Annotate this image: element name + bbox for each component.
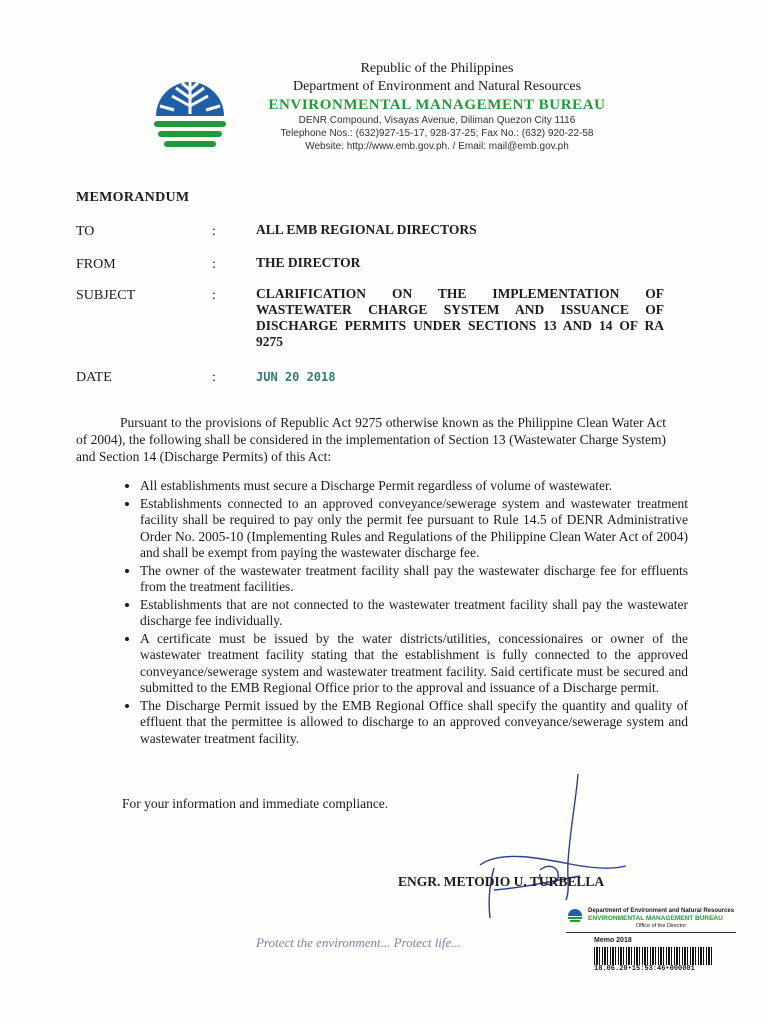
emb-logo [138,66,242,156]
barcode-text: 18.06.20•15:53:46•000001 [594,965,695,973]
stamp-logo-icon [566,908,584,924]
barcode [594,947,714,965]
receiving-stamp [566,908,736,973]
to-colon: : [212,224,216,239]
letterhead-phones: Telephone Nos.: (632)927-15-17, 928-37-25; Fax No.: (632) 920-22-58 [280,128,594,139]
list-item: • Establishments connected to an approved conveyance/sewerage system and wastewater treatment facility shall be required to pay only the permit fee pursuant to Rule 14.5 of DENR Administrative Order No. 2005-10 (Implementing Rules and Regulations of the Philippine Clean Water Act of 2004) and shall be exempt from paying the wastewater discharge fee. [140,496,688,562]
directive-list [120,478,688,748]
to-value: ALL EMB REGIONAL DIRECTORS [256,222,477,237]
to-label: TO [76,224,95,239]
closing-line: For your information and immediate compliance. [122,796,389,811]
subject-colon: : [212,288,216,303]
letterhead [252,60,622,153]
stamp-memo-number: Memo 2018 [594,937,632,944]
from-value: THE DIRECTOR [256,255,361,270]
stamp-office: Office of the Director [635,923,687,929]
stamp-bureau: ENVIRONMENTAL MANAGEMENT BUREAU [588,915,723,922]
subject-label: SUBJECT [76,288,136,303]
intro-paragraph: Pursuant to the provisions of Republic Act 9275 otherwise known as the Philippine Clean Water Act of 2004), the following shall be considered in the implementation of Section 13 (Wastewater Charge System) and Section 14 (Discharge Permits) of this Act: [76,415,666,464]
date-stamp: JUN 20 2018 [256,370,336,384]
signatory-name: ENGR. METODIO U. TURBELLA [398,874,605,889]
letterhead-bureau: ENVIRONMENTAL MANAGEMENT BUREAU [268,97,606,113]
date-label: DATE [76,370,112,385]
letterhead-address: DENR Compound, Visayas Avenue, Diliman Quezon City 1116 [298,115,576,126]
list-item: • Establishments that are not connected to the wastewater treatment facility shall pay the wastewater discharge fee individually. [140,597,688,630]
letterhead-republic: Republic of the Philippines [360,61,514,76]
list-item: • A certificate must be issued by the water districts/utilities, concessionaires or owner of the wastewater treatment facility stating that the establishment is fully connected to the approved conveyance/sewerage system and wastewater treatment facility. Said certificate must be secured and submitted to the EMB Regional Office prior to the approval and issuance of a Discharge permit. [140,631,688,697]
subject-value: CLARIFICATION ON THE IMPLEMENTATION OF WASTEWATER CHARGE SYSTEM AND ISSUANCE OF DISCHARGE PERMITS UNDER SECTIONS 13 AND 14 OF RA 9275 [256,286,664,349]
footer-tagline: Protect the environment... Protect life... [256,935,462,950]
memo-title: MEMORANDUM [76,190,190,205]
handwritten-signature [420,770,640,930]
date-colon: : [212,370,216,385]
list-item: • The owner of the wastewater treatment facility shall pay the wastewater discharge fee for effluents from the treatment facilities. [140,563,688,596]
letterhead-department: Department of Environment and Natural Resources [292,79,582,94]
list-item: • The Discharge Permit issued by the EMB Regional Office shall specify the quantity and quality of effluent that the permittee is allowed to discharge to an approved conveyance/sewerage system and wastewater treatment facility. [140,698,688,748]
from-colon: : [212,257,216,272]
stamp-department: Department of Environment and Natural Resources [588,908,735,914]
letterhead-web: Website: http://www.emb.gov.ph. / Email: mail@emb.gov.ph [305,141,569,152]
list-item: • All establishments must secure a Discharge Permit regardless of volume of wastewater. [140,478,688,495]
from-label: FROM [76,257,116,272]
